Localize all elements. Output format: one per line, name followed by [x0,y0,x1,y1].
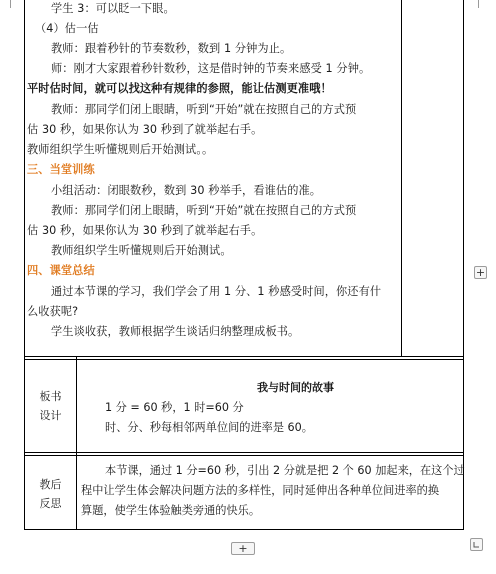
plus-icon: + [238,542,248,555]
board-title: 我与时间的故事 [257,381,334,394]
lesson-line: 估 30 秒，如果你认为 30 秒到了就举起右手。 [27,123,263,136]
resize-grip-icon [472,540,481,549]
reflection-content-cell[interactable] [81,461,465,521]
board-design-row [25,357,463,453]
reflection-label [25,475,76,513]
add-column-button[interactable] [474,266,487,279]
crop-mark-top-right [478,0,479,8]
lesson-line: 通过本节课的学习，我们学会了用 1 分、1 秒感受时间，你还有什 [51,285,382,298]
reflection-line: 算题，使学生体验触类旁通的快乐。 [81,504,261,517]
lesson-plan-table [24,0,464,530]
lesson-line: 教师：那同学们闭上眼睛，听到“开始”就在按照自己的方式预 [51,103,357,116]
plus-icon: + [475,266,486,279]
reflection-row [25,453,463,529]
reflection-line: 本节课，通过 1 分=60 秒，引出 2 分就是把 2 个 60 加起来，在这个过 [105,464,465,477]
label-divider [76,453,77,529]
reflection-line: 程中让学生体会解决问题方法的多样性，同时延伸出各种单位间进率的换 [81,484,440,497]
lesson-line: 平时估时间，就可以找这种有规律的参照，能让估测更准哦！ [27,82,332,95]
lesson-line: 么收获呢? [27,305,79,318]
lesson-line: 教师：那同学们闭上眼睛，听到“开始”就在按照自己的方式预 [51,204,357,217]
lesson-line: （4）估一估 [35,22,99,35]
column-divider [401,0,402,357]
board-label-line: 板书 [39,390,62,403]
board-design-label [25,387,76,425]
add-row-button[interactable] [231,542,255,555]
table-resize-handle[interactable] [470,538,483,551]
lesson-line: 学生 3：可以眨一下眼。 [51,2,175,15]
lesson-line: 教师组织学生听懂规则后开始测试。。 [27,143,214,156]
lesson-line: 学生谈收获，教师根据学生谈话归纳整理成板书。 [51,325,300,338]
lesson-content-row [25,0,463,357]
section-heading-practice: 三、当堂训练 [27,163,95,176]
board-line-2: 时、分、秒每相邻两单位间的进率是 60。 [105,421,313,434]
crop-mark-top-left [10,0,11,8]
board-line-1: 1 分 = 60 秒，1 时=60 分 [105,401,244,414]
lesson-line: 估 30 秒，如果你认为 30 秒到了就举起右手。 [27,224,263,237]
label-divider [76,357,77,452]
reflection-label-line: 教后 [39,478,62,491]
lesson-line: 教师：跟着秒针的节奏数秒，数到 1 分钟为止。 [51,42,292,55]
lesson-line: 教师组织学生听懂规则后开始测试。 [51,244,232,257]
reflection-label-line: 反思 [39,497,62,510]
section-heading-summary: 四、课堂总结 [27,264,95,277]
lesson-line: 师：刚才大家跟着秒针数秒，这是借时钟的节奏来感受 1 分钟。 [51,62,371,75]
lesson-line: 小组活动：闭眼数秒，数到 30 秒举手，看谁估的准。 [51,184,322,197]
board-label-line: 设计 [39,409,62,422]
